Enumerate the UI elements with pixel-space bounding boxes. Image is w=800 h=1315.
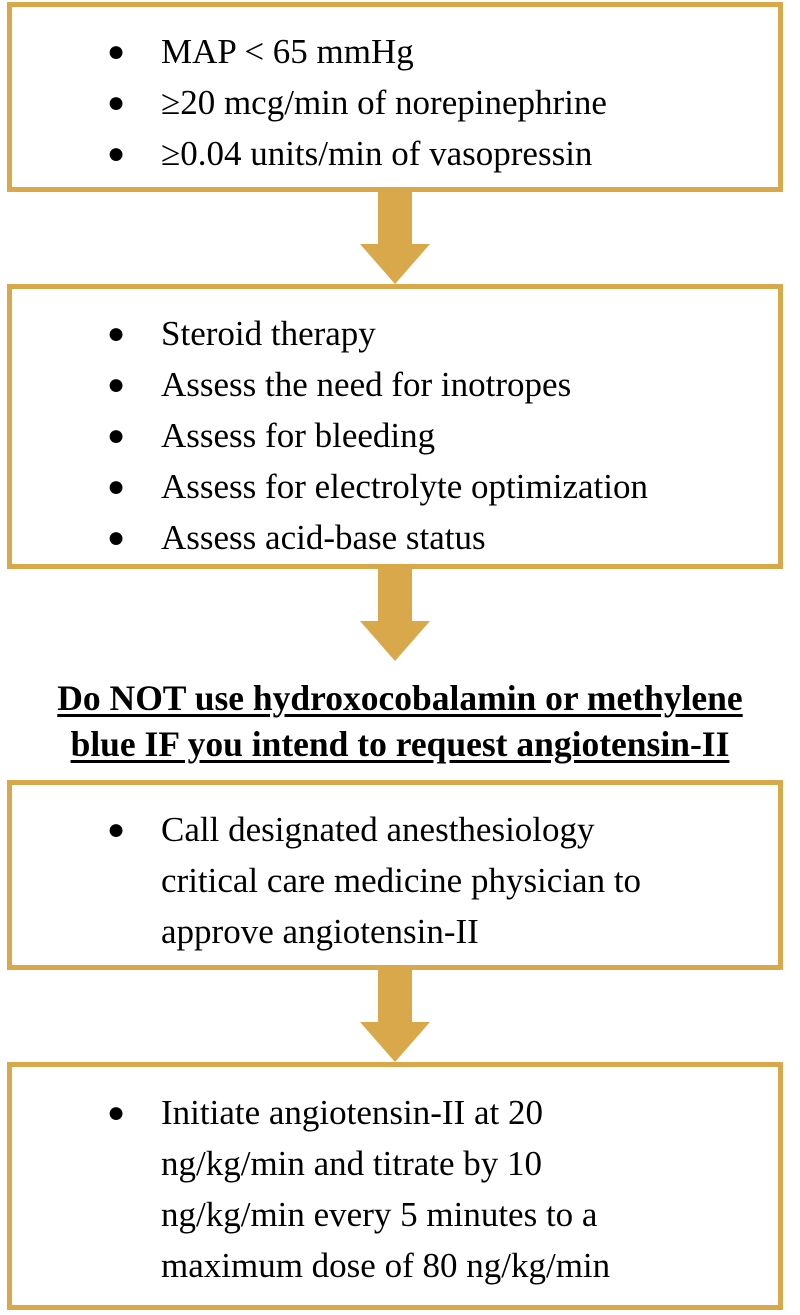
bullet-icon: ● [107, 368, 126, 401]
list-item: ● ≥20 mcg/min of norepinephrine [12, 77, 778, 128]
bullet-icon: ● [107, 317, 126, 350]
approval-line-3: approve angiotensin-II [161, 912, 479, 951]
approval-line-1: Call designated anesthesiology [161, 810, 595, 849]
warning-line-2: blue IF you intend to request angiotensin-II [70, 724, 730, 764]
assessment-box [7, 284, 783, 569]
dosing-line-4: maximum dose of 80 ng/kg/min [161, 1246, 611, 1285]
criteria-box [7, 2, 783, 192]
list-item [12, 804, 778, 957]
criteria-list [12, 26, 778, 179]
list-item: ● Assess acid-base status [12, 512, 778, 563]
warning-line-1: Do NOT use hydroxocobalamin or methylene [57, 678, 743, 718]
approval-box [7, 780, 783, 970]
dosing-line-3: ng/kg/min every 5 minutes to a [161, 1195, 598, 1234]
approval-list [12, 804, 778, 957]
bullet-icon: ● [107, 137, 126, 170]
bullet-icon: ● [107, 86, 126, 119]
dosing-line-2: ng/kg/min and titrate by 10 [161, 1144, 543, 1183]
dosing-line-1: Initiate angiotensin-II at 20 [161, 1093, 543, 1132]
bullet-icon: ● [107, 470, 126, 503]
list-item: ● MAP < 65 mmHg [12, 26, 778, 77]
bullet-icon: ● [107, 1096, 126, 1129]
bullet-icon: ● [107, 419, 126, 452]
bullet-icon: ● [107, 35, 126, 68]
down-arrow-icon [360, 569, 430, 661]
dosing-list [12, 1087, 778, 1291]
assessment-list [12, 308, 778, 563]
approval-line-2: critical care medicine physician to [161, 861, 642, 900]
list-item: ● ≥0.04 units/min of vasopressin [12, 128, 778, 179]
bullet-icon: ● [107, 813, 126, 846]
warning-text [0, 675, 800, 767]
list-item: ● Assess for bleeding [12, 410, 778, 461]
bullet-icon: ● [107, 521, 126, 554]
down-arrow-icon [360, 192, 430, 284]
down-arrow-icon [360, 970, 430, 1062]
list-item [12, 1087, 778, 1291]
list-item: ● Steroid therapy [12, 308, 778, 359]
dosing-box [7, 1062, 783, 1310]
list-item: ● Assess the need for inotropes [12, 359, 778, 410]
list-item: ● Assess for electrolyte optimization [12, 461, 778, 512]
